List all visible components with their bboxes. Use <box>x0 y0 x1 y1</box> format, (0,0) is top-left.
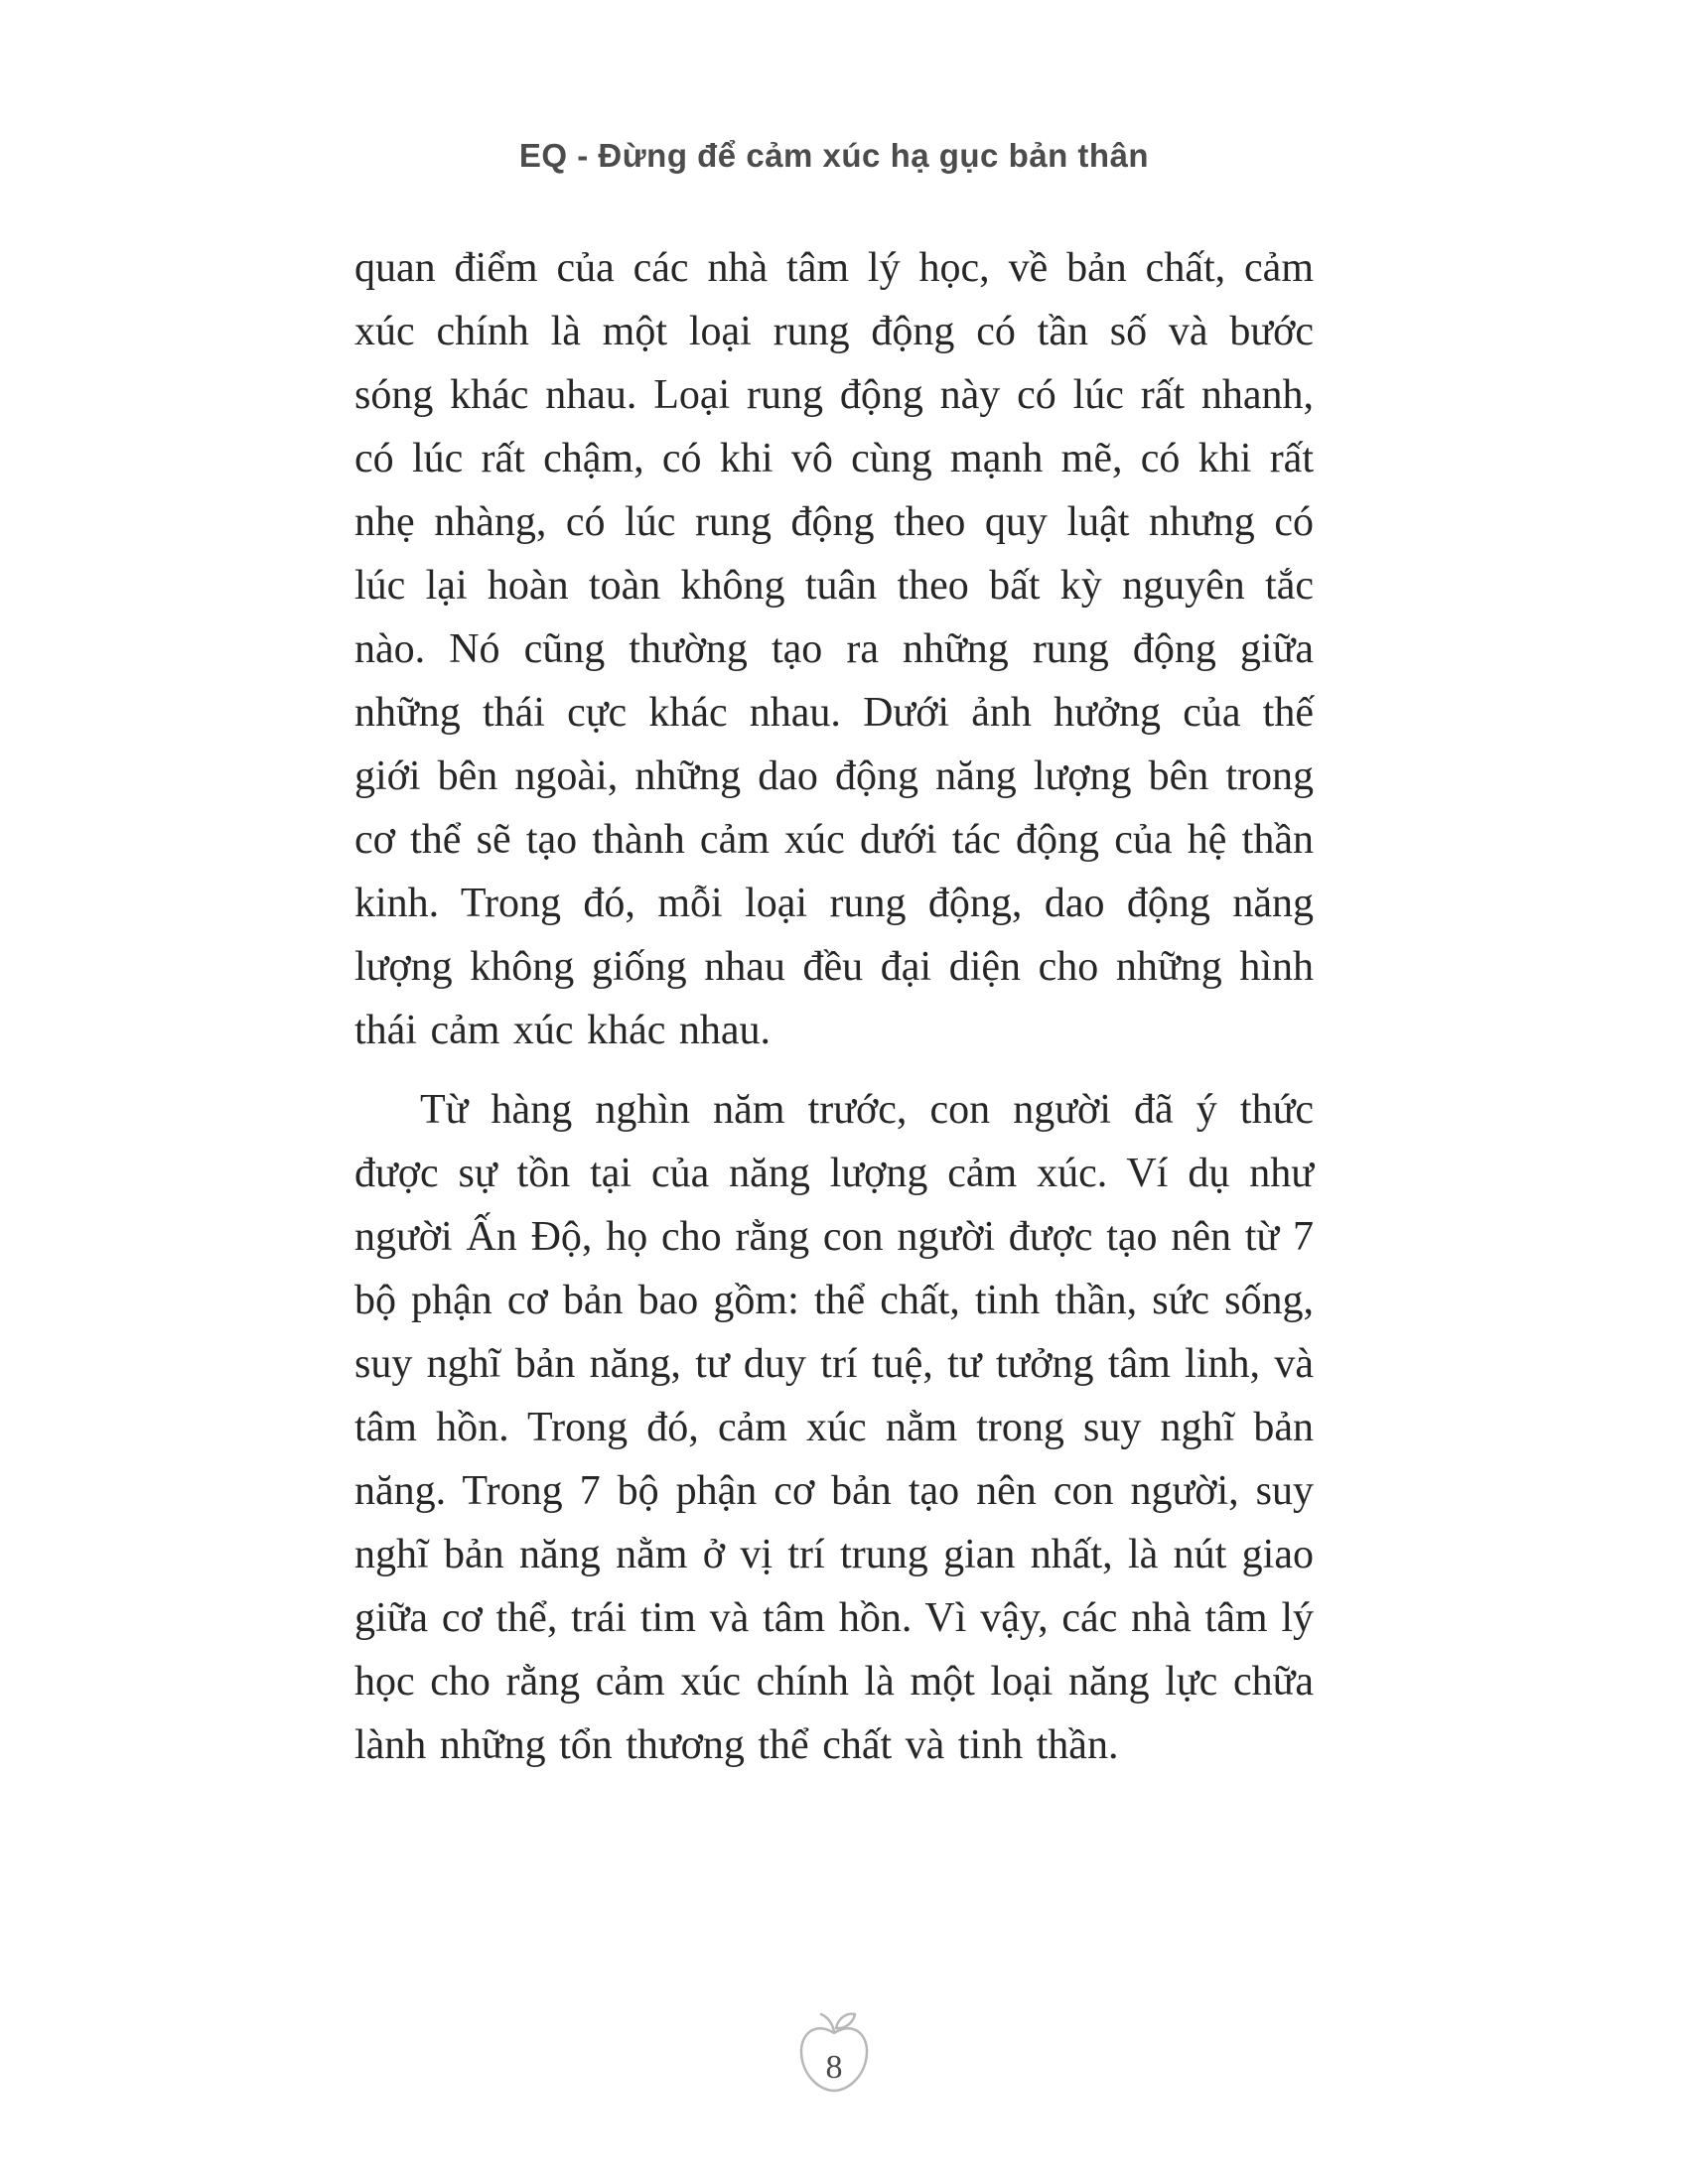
page-number: 8 <box>825 2049 843 2086</box>
page-footer <box>354 2003 1314 2103</box>
paragraph: Từ hàng nghìn năm trước, con người đã ý thức được sự tồn tại của năng lượng cảm xúc. Ví dụ như người Ấn Độ, họ cho rằng con người được tạo nên từ 7 bộ phận cơ bản bao gồm: thể chất, tinh thần, sức sống, suy nghĩ bản năng, tư duy trí tuệ, tư tưởng tâm linh, và tâm hồn. Trong đó, cảm xúc nằm trong suy nghĩ bản năng. Trong 7 bộ phận cơ bản tạo nên con người, suy nghĩ bản năng nằm ở vị trí trung gian nhất, là nút giao giữa cơ thể, trái tim và tâm hồn. Vì vậy, các nhà tâm lý học cho rằng cảm xúc chính là một loại năng lực chữa lành những tổn thương thể chất và tinh thần. <box>354 1087 1314 1768</box>
running-header: EQ - Đừng để cảm xúc hạ gục bản thân <box>518 137 1150 174</box>
body-text-block <box>354 236 1314 1777</box>
page-number-badge <box>790 2003 878 2103</box>
paragraph: quan điểm của các nhà tâm lý học, về bản chất, cảm xúc chính là một loại rung động có tần số và bước sóng khác nhau. Loại rung động này có lúc rất nhanh, có lúc rất chậm, có khi vô cùng mạnh mẽ, có khi rất nhẹ nhàng, có lúc rung động theo quy luật nhưng có lúc lại hoàn toàn không tuân theo bất kỳ nguyên tắc nào. Nó cũng thường tạo ra những rung động giữa những thái cực khác nhau. Dưới ảnh hưởng của thế giới bên ngoài, những dao động năng lượng bên trong cơ thể sẽ tạo thành cảm xúc dưới tác động của hệ thần kinh. Trong đó, mỗi loại rung động, dao động năng lượng không giống nhau đều đại diện cho những hình thái cảm xúc khác nhau. <box>354 245 1314 1053</box>
